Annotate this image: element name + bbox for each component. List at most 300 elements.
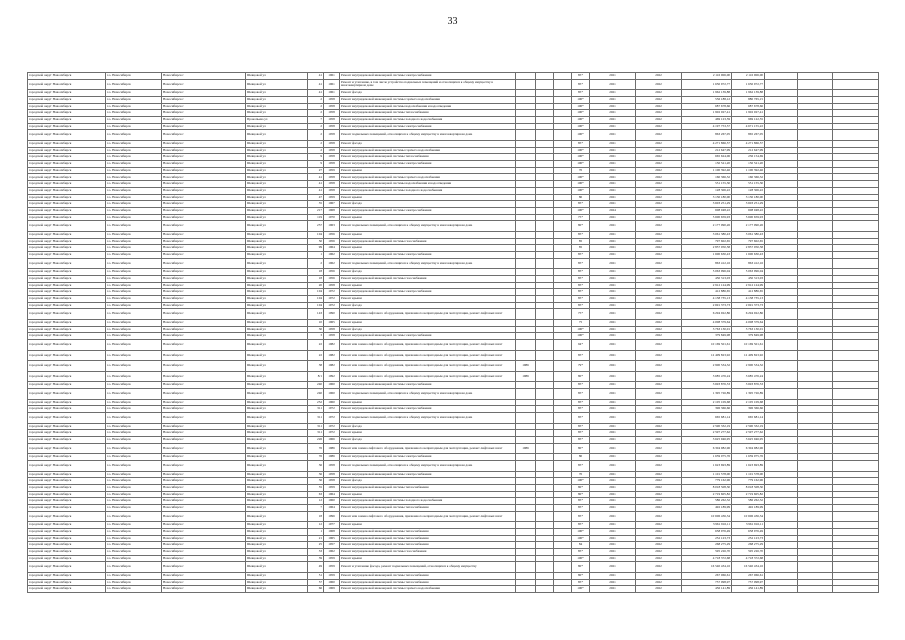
- cell-region: Новосибирск г: [162, 245, 246, 252]
- cell-blank: [765, 73, 798, 80]
- cell-blank: [765, 471, 798, 478]
- cell-street: Шевцовой ул: [246, 549, 308, 556]
- cell-year-end: 2022: [636, 130, 682, 141]
- cell-blank: [765, 147, 798, 154]
- cell-mid-year: [516, 504, 536, 511]
- cell-region: Новосибирск г: [162, 478, 246, 485]
- cell-built: 1958: [324, 282, 340, 289]
- cell-percent: 85*: [572, 460, 590, 471]
- cell-blank: [765, 258, 798, 269]
- cell-year-end: 2022: [636, 110, 682, 117]
- cell-blank: [536, 460, 554, 471]
- cell-street: Шевцовой ул: [246, 207, 308, 214]
- cell-blank: [798, 326, 833, 333]
- cell-cost: 10 169 501,61: [682, 339, 732, 350]
- cell-year-end: 2022: [636, 161, 682, 168]
- cell-blank: [833, 586, 879, 593]
- cell-district: городской округ Новосибирск: [28, 339, 106, 350]
- cell-house: 1: [308, 251, 324, 258]
- cell-blank: [554, 436, 572, 443]
- cell-year-start: 2021: [590, 528, 636, 535]
- cell-region: Новосибирск г: [162, 460, 246, 471]
- cell-mid-year: [516, 238, 536, 245]
- cell-locality: г.о. Новосибирск: [106, 460, 162, 471]
- cell-year-end: 2022: [636, 555, 682, 562]
- cell-house: 2: [308, 110, 324, 117]
- cell-street: Шевцовой ул: [246, 73, 308, 80]
- cell-year-end: 2022: [636, 491, 682, 498]
- cell-district: городской округ Новосибирск: [28, 103, 106, 110]
- cell-blank: [798, 542, 833, 549]
- cell-blank: [833, 167, 879, 174]
- cell-cost: 6 294 922,86: [682, 309, 732, 320]
- table-row: [28, 522, 879, 529]
- cell-total: 396 366,66: [732, 406, 765, 413]
- cell-year-start: 2021: [590, 333, 636, 340]
- cell-blank: [554, 326, 572, 333]
- cell-cost: 4 271 866,57: [682, 141, 732, 148]
- cell-percent: 80: [572, 194, 590, 201]
- cell-mid-year: [516, 181, 536, 188]
- cell-street: Шевцовой ул: [246, 187, 308, 194]
- cell-blank: [536, 406, 554, 413]
- cell-locality: г.о. Новосибирск: [106, 430, 162, 437]
- cell-year-start: 2021: [590, 269, 636, 276]
- cell-mid-year: [516, 491, 536, 498]
- cell-year-end: 2022: [636, 289, 682, 296]
- cell-mid-year: [516, 251, 536, 258]
- cell-house: 41: [308, 73, 324, 80]
- cell-district: городской округ Новосибирск: [28, 319, 106, 326]
- cell-blank: [554, 194, 572, 201]
- cell-year-end: 2022: [636, 423, 682, 430]
- cell-house: 41: [308, 187, 324, 194]
- cell-year-start: 2021: [590, 201, 636, 208]
- table-row: [28, 201, 879, 208]
- cell-year-start: 2021: [590, 275, 636, 282]
- cell-region: Новосибирск г: [162, 117, 246, 124]
- cell-total: 3 625 946,95: [732, 436, 765, 443]
- cell-blank: [554, 319, 572, 326]
- cell-work-type: Ремонт фасада: [340, 478, 516, 485]
- cell-percent: 80*: [572, 484, 590, 491]
- cell-street: Шевцовой ул: [246, 430, 308, 437]
- table-row: [28, 504, 879, 511]
- cell-blank: [833, 231, 879, 238]
- cell-year-start: 2021: [590, 141, 636, 148]
- cell-street: Шевцовой ул: [246, 460, 308, 471]
- cell-street: Шевцовой ул: [246, 154, 308, 161]
- cell-year-start: 2021: [590, 572, 636, 579]
- cell-total: 3 961 916,11: [732, 522, 765, 529]
- cell-total: 212 647,99: [732, 147, 765, 154]
- cell-locality: г.о. Новосибирск: [106, 147, 162, 154]
- cell-locality: г.о. Новосибирск: [106, 258, 162, 269]
- table-row: [28, 586, 879, 593]
- cell-house: 2: [308, 130, 324, 141]
- cell-work-type: Ремонт крыши: [340, 214, 516, 221]
- cell-blank: [798, 528, 833, 535]
- cell-blank: [554, 361, 572, 372]
- cell-locality: г.о. Новосибирск: [106, 302, 162, 309]
- cell-blank: [554, 90, 572, 97]
- cell-cost: 3 603 251,29: [682, 201, 732, 208]
- cell-locality: г.о. Новосибирск: [106, 130, 162, 141]
- cell-total: 4 718 372,68: [732, 555, 765, 562]
- cell-year-start: 2021: [590, 221, 636, 232]
- cell-year-start: 2021: [590, 586, 636, 593]
- cell-total: 3 603 251,29: [732, 201, 765, 208]
- cell-house: 240: [308, 382, 324, 389]
- cell-house: 311: [308, 406, 324, 413]
- cell-district: городской округ Новосибирск: [28, 251, 106, 258]
- cell-locality: г.о. Новосибирск: [106, 154, 162, 161]
- cell-locality: г.о. Новосибирск: [106, 282, 162, 289]
- cell-blank: [798, 245, 833, 252]
- cell-mid-year: [516, 382, 536, 389]
- cell-street: Шевцовой ул: [246, 522, 308, 529]
- cell-street: Шевцовой ул: [246, 302, 308, 309]
- cell-year-end: 2022: [636, 73, 682, 80]
- cell-work-type: Ремонт подвальных помещений, относящихся к общему имуществу в многоквартирном доме: [340, 221, 516, 232]
- cell-region: Новосибирск г: [162, 326, 246, 333]
- cell-district: городской округ Новосибирск: [28, 471, 106, 478]
- cell-percent: 80: [572, 454, 590, 461]
- cell-blank: [798, 549, 833, 556]
- cell-work-type: Ремонт внутридомовой инженерной системы электроснабжения: [340, 123, 516, 130]
- cell-blank: [554, 282, 572, 289]
- cell-built: 1962: [324, 549, 340, 556]
- cell-blank: [765, 245, 798, 252]
- cell-house: 49: [308, 562, 324, 573]
- cell-district: городской округ Новосибирск: [28, 454, 106, 461]
- cell-house: 104: [308, 289, 324, 296]
- cell-blank: [798, 295, 833, 302]
- cell-locality: г.о. Новосибирск: [106, 361, 162, 372]
- cell-blank: [798, 251, 833, 258]
- cell-blank: [536, 528, 554, 535]
- cell-percent: 100*: [572, 326, 590, 333]
- cell-total: 687 678,66: [732, 103, 765, 110]
- cell-blank: [765, 221, 798, 232]
- cell-percent: 85*: [572, 350, 590, 361]
- cell-total: 10 606 436,34: [732, 511, 765, 522]
- cell-blank: [765, 326, 798, 333]
- cell-work-type: Ремонт фасада: [340, 326, 516, 333]
- cell-cost: 3 961 916,11: [682, 522, 732, 529]
- cell-total: 379 849,98: [732, 333, 765, 340]
- cell-cost: 1 962 139,88: [682, 90, 732, 97]
- cell-year-start: 2021: [590, 430, 636, 437]
- cell-built: 1990: [324, 309, 340, 320]
- cell-total: 1 623 693,89: [732, 460, 765, 471]
- cell-locality: г.о. Новосибирск: [106, 275, 162, 282]
- cell-blank: [536, 238, 554, 245]
- cell-mid-year: [516, 319, 536, 326]
- cell-blank: [554, 350, 572, 361]
- cell-total: 128 306,22: [732, 187, 765, 194]
- cell-locality: г.о. Новосибирск: [106, 471, 162, 478]
- cell-blank: [554, 103, 572, 110]
- cell-work-type: Ремонт внутридомовой инженерной системы теплоснабжения: [340, 579, 516, 586]
- cell-blank: [798, 361, 833, 372]
- cell-locality: г.о. Новосибирск: [106, 123, 162, 130]
- cell-blank: [536, 130, 554, 141]
- cell-blank: [798, 586, 833, 593]
- cell-cost: 2 857 050,58: [682, 245, 732, 252]
- cell-blank: [833, 511, 879, 522]
- cell-total: 3 763 130,01: [732, 326, 765, 333]
- cell-house: 18: [308, 511, 324, 522]
- cell-house: 9: [308, 154, 324, 161]
- cell-blank: [765, 498, 798, 505]
- cell-blank: [798, 350, 833, 361]
- cell-mid-year: [516, 103, 536, 110]
- cell-year-end: 2022: [636, 471, 682, 478]
- cell-blank: [554, 413, 572, 424]
- cell-blank: [554, 371, 572, 382]
- table-row: [28, 309, 879, 320]
- cell-total: 797 602,65: [732, 238, 765, 245]
- cell-region: Новосибирск г: [162, 96, 246, 103]
- cell-blank: [765, 174, 798, 181]
- cell-district: городской округ Новосибирск: [28, 282, 106, 289]
- cell-work-type: Ремонт крыши: [340, 399, 516, 406]
- cell-blank: [833, 454, 879, 461]
- cell-mid-year: [516, 289, 536, 296]
- cell-blank: [554, 406, 572, 413]
- cell-region: Новосибирск г: [162, 221, 246, 232]
- cell-work-type: Ремонт внутридомовой инженерной системы газоснабжения: [340, 275, 516, 282]
- cell-blank: [798, 406, 833, 413]
- cell-percent: 85*: [572, 504, 590, 511]
- table-row: [28, 154, 879, 161]
- cell-district: городской округ Новосибирск: [28, 361, 106, 372]
- cell-blank: [554, 275, 572, 282]
- cell-blank: [833, 579, 879, 586]
- cell-blank: [765, 389, 798, 400]
- cell-mid-year: [516, 542, 536, 549]
- cell-house: 252: [308, 399, 324, 406]
- cell-district: городской округ Новосибирск: [28, 181, 106, 188]
- cell-region: Новосибирск г: [162, 289, 246, 296]
- cell-blank: [554, 333, 572, 340]
- cell-year-end: 2022: [636, 269, 682, 276]
- cell-year-start: 2021: [590, 350, 636, 361]
- cell-mid-year: 1986: [516, 443, 536, 454]
- cell-district: городской округ Новосибирск: [28, 498, 106, 505]
- cell-locality: г.о. Новосибирск: [106, 187, 162, 194]
- cell-built: 1972: [324, 423, 340, 430]
- cell-street: Шевцовой ул: [246, 269, 308, 276]
- cell-mid-year: [516, 147, 536, 154]
- cell-blank: [798, 430, 833, 437]
- cell-blank: [765, 214, 798, 221]
- cell-blank: [536, 289, 554, 296]
- cell-built: 1966: [324, 436, 340, 443]
- cell-house: 38: [308, 361, 324, 372]
- cell-cost: 863 412,16: [682, 258, 732, 269]
- cell-blank: [833, 161, 879, 168]
- cell-percent: 100*: [572, 117, 590, 124]
- cell-region: Новосибирск г: [162, 269, 246, 276]
- cell-work-type: Ремонт внутридомовой инженерной системы газоснабжения: [340, 549, 516, 556]
- cell-region: Новосибирск г: [162, 443, 246, 454]
- cell-street: Шевцовой ул: [246, 141, 308, 148]
- cell-cost: 665 624,06: [682, 154, 732, 161]
- cell-year-end: 2022: [636, 562, 682, 573]
- cell-percent: 80*: [572, 572, 590, 579]
- cell-blank: [536, 423, 554, 430]
- cell-blank: [765, 586, 798, 593]
- cell-street: Шевцовой ул: [246, 511, 308, 522]
- cell-blank: [536, 371, 554, 382]
- cell-locality: г.о. Новосибирск: [106, 309, 162, 320]
- cell-blank: [798, 90, 833, 97]
- cell-cost: 3 763 130,01: [682, 326, 732, 333]
- cell-percent: 85*: [572, 436, 590, 443]
- cell-cost: 1 623 693,89: [682, 460, 732, 471]
- cell-built: 1960: [324, 399, 340, 406]
- cell-mid-year: [516, 535, 536, 542]
- cell-blank: [833, 350, 879, 361]
- cell-work-type: Ремонт крыши: [340, 319, 516, 326]
- cell-work-type: Ремонт крыши: [340, 430, 516, 437]
- cell-total: 608 048,22: [732, 207, 765, 214]
- cell-work-type: Ремонт внутридомовой инженерной системы электроснабжения: [340, 333, 516, 340]
- cell-cost: 665 681,14: [682, 413, 732, 424]
- cell-built: 1982: [324, 350, 340, 361]
- cell-street: Шевцовой ул: [246, 361, 308, 372]
- cell-work-type: Ремонт внутридомовой инженерной системы электроснабжения: [340, 406, 516, 413]
- cell-blank: [554, 79, 572, 90]
- cell-street: Шевцовой ул: [246, 350, 308, 361]
- cell-street: Шевцовой ул: [246, 282, 308, 289]
- cell-percent: 85*: [572, 406, 590, 413]
- cell-total: 450 313,03: [732, 275, 765, 282]
- table-row: [28, 275, 879, 282]
- cell-cost: 595 226,70: [682, 549, 732, 556]
- cell-district: городской округ Новосибирск: [28, 207, 106, 214]
- cell-year-start: 2021: [590, 511, 636, 522]
- cell-district: городской округ Новосибирск: [28, 423, 106, 430]
- cell-blank: [833, 110, 879, 117]
- cell-total: 16 540 434,16: [732, 562, 765, 573]
- cell-built: 1992: [324, 371, 340, 382]
- cell-blank: [798, 181, 833, 188]
- cell-year-end: 2022: [636, 319, 682, 326]
- cell-blank: [798, 96, 833, 103]
- cell-blank: [833, 309, 879, 320]
- cell-blank: [765, 491, 798, 498]
- table-row: [28, 130, 879, 141]
- cell-total: 1 600 630,43: [732, 251, 765, 258]
- cell-blank: [765, 123, 798, 130]
- cell-blank: [765, 319, 798, 326]
- cell-work-type: Ремонт внутридомовой инженерной системы теплоснабжения: [340, 504, 516, 511]
- cell-blank: [536, 542, 554, 549]
- cell-cost: 4 138 735,13: [682, 295, 732, 302]
- cell-district: городской округ Новосибирск: [28, 460, 106, 471]
- cell-district: городской округ Новосибирск: [28, 586, 106, 593]
- cell-blank: [554, 491, 572, 498]
- cell-work-type: Ремонт или замена лифтового оборудования, признанного непригодным для эксплуатации, ремонт лифтовых шахт: [340, 371, 516, 382]
- cell-cost: 556 188,12: [682, 96, 732, 103]
- cell-district: городской округ Новосибирск: [28, 245, 106, 252]
- cell-built: 1972: [324, 430, 340, 437]
- cell-blank: [798, 269, 833, 276]
- cell-street: Шевцовой ул: [246, 110, 308, 117]
- cell-year-start: 2021: [590, 454, 636, 461]
- cell-blank: [833, 562, 879, 573]
- cell-blank: [833, 123, 879, 130]
- cell-house: 311: [308, 423, 324, 430]
- cell-street: Шевцовой ул: [246, 194, 308, 201]
- cell-total: 4 671 155,22: [732, 123, 765, 130]
- cell-mid-year: [516, 389, 536, 400]
- cell-percent: 85*: [572, 549, 590, 556]
- cell-total: 236 154,69: [732, 154, 765, 161]
- cell-built: 1958: [324, 326, 340, 333]
- cell-blank: [554, 73, 572, 80]
- cell-blank: [554, 423, 572, 430]
- cell-total: 492 189,99: [732, 504, 765, 511]
- cell-cost: 658 976,49: [682, 528, 732, 535]
- cell-year-start: 2021: [590, 491, 636, 498]
- cell-percent: 75: [572, 319, 590, 326]
- cell-year-end: 2022: [636, 96, 682, 103]
- cell-percent: 100*: [572, 535, 590, 542]
- cell-work-type: Ремонт внутридомовой инженерной системы холодного водоснабжения: [340, 498, 516, 505]
- cell-total: 4 138 735,13: [732, 295, 765, 302]
- cell-built: 1964: [324, 504, 340, 511]
- cell-region: Новосибирск г: [162, 194, 246, 201]
- cell-built: 1964: [324, 245, 340, 252]
- cell-blank: [833, 333, 879, 340]
- cell-blank: [798, 141, 833, 148]
- cell-total: 3 130 180,00: [732, 194, 765, 201]
- cell-mid-year: [516, 309, 536, 320]
- cell-district: городской округ Новосибирск: [28, 522, 106, 529]
- cell-year-start: 2021: [590, 478, 636, 485]
- cell-total: 969 122,55: [732, 117, 765, 124]
- cell-street: Шевцовой ул: [246, 103, 308, 110]
- cell-year-end: 2025: [636, 207, 682, 214]
- cell-locality: г.о. Новосибирск: [106, 289, 162, 296]
- cell-region: Новосибирск г: [162, 389, 246, 400]
- cell-mid-year: [516, 275, 536, 282]
- cell-district: городской округ Новосибирск: [28, 436, 106, 443]
- cell-year-end: 2022: [636, 201, 682, 208]
- cell-street: Шевцовой ул: [246, 399, 308, 406]
- cell-blank: [554, 154, 572, 161]
- cell-built: 1958: [324, 147, 340, 154]
- cell-mid-year: [516, 528, 536, 535]
- cell-locality: г.о. Новосибирск: [106, 201, 162, 208]
- table-row: [28, 371, 879, 382]
- cell-built: 1956: [324, 231, 340, 238]
- cell-percent: 100*: [572, 187, 590, 194]
- cell-blank: [765, 231, 798, 238]
- cell-total: 2 590 332,19: [732, 423, 765, 430]
- cell-total: 2 177 090,26: [732, 221, 765, 232]
- cell-blank: [765, 549, 798, 556]
- cell-locality: г.о. Новосибирск: [106, 371, 162, 382]
- cell-cost: 3 130 180,00: [682, 194, 732, 201]
- cell-locality: г.о. Новосибирск: [106, 141, 162, 148]
- cell-cost: 268 275,29: [682, 542, 732, 549]
- cell-house: 104: [308, 295, 324, 302]
